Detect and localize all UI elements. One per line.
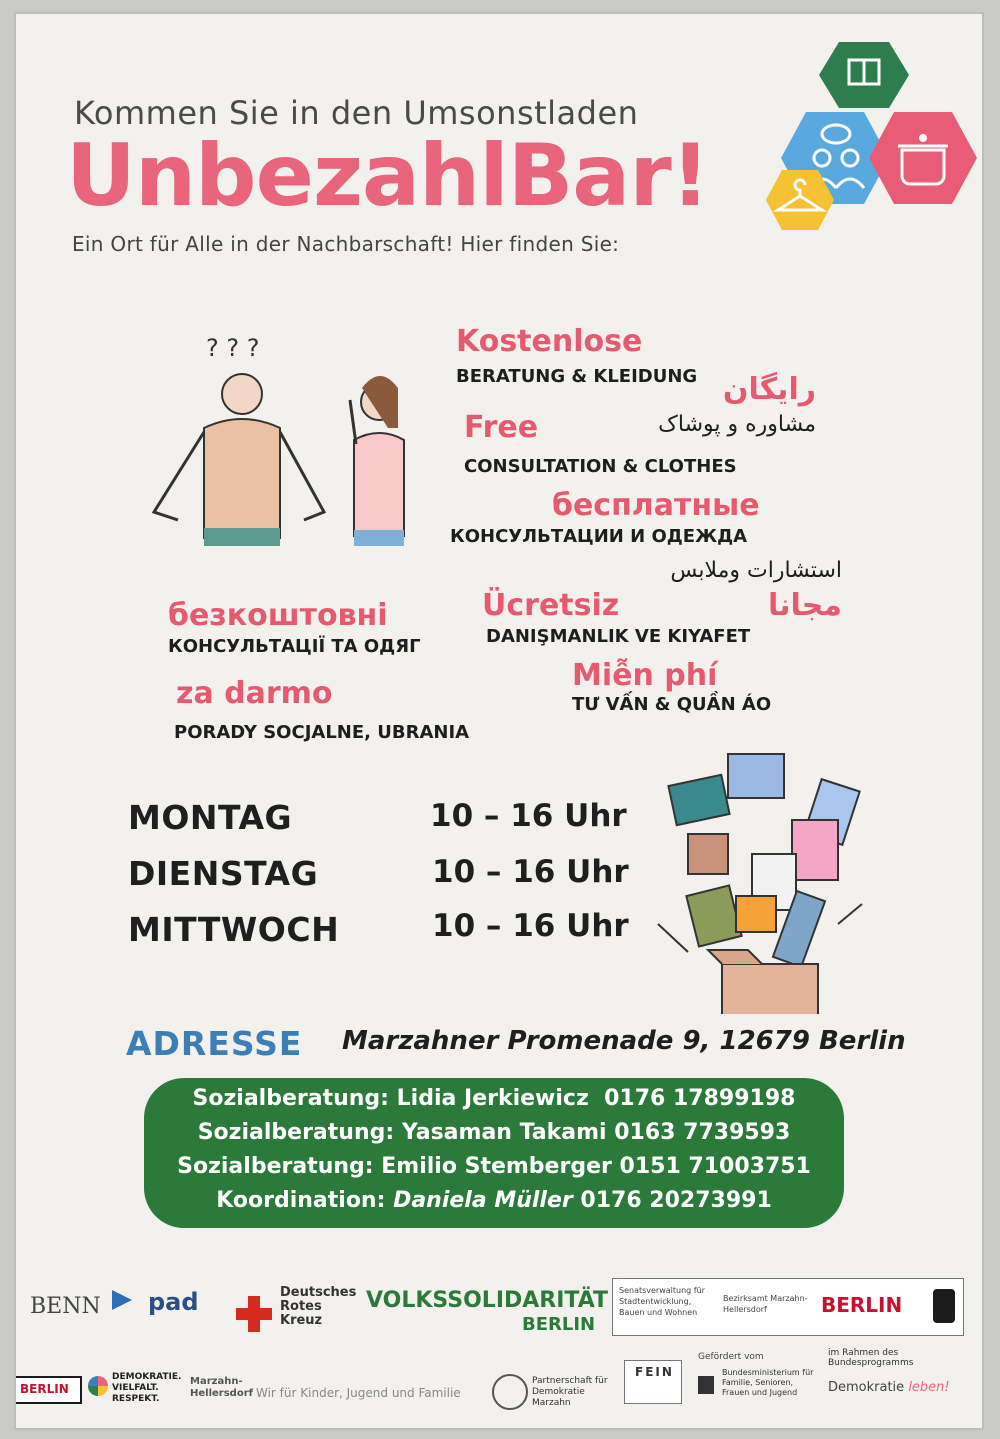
- volkssolidaritaet-berlin: BERLIN: [522, 1314, 596, 1335]
- offer-en-title: Free: [464, 410, 539, 445]
- bmfsfj-logo: Bundesministerium für Familie, Senioren, Frauen und Jugend: [722, 1368, 814, 1397]
- offer-ru-sub: КОНСУЛЬТАЦИИ И ОДЕЖДА: [450, 526, 748, 547]
- kinder-jugend-familie-logo: Wir für Kinder, Jugend und Familie: [256, 1386, 461, 1400]
- rahmen-label: im Rahmen des Bundesprogramms: [828, 1348, 914, 1368]
- berlin-small-badge: BERLIN: [14, 1376, 82, 1404]
- tagline: Ein Ort für Alle in der Nachbarschaft! Hier finden Sie:: [72, 232, 620, 256]
- offer-fa-sub: مشاوره و پوشاک: [658, 412, 816, 437]
- offer-vi-title: Miễn phí: [572, 658, 718, 693]
- offer-tr-sub: DANIŞMANLIK VE KIYAFET: [486, 626, 751, 647]
- hours-day-3: MITTWOCH: [128, 910, 340, 949]
- fein-logo: FEIN: [624, 1360, 682, 1404]
- svg-text:? ? ?: ? ? ?: [206, 334, 260, 362]
- hours-time-3: 10 – 16 Uhr: [432, 908, 629, 944]
- hexagon-icons: [764, 40, 984, 240]
- clothes-box-illustration: [652, 744, 872, 1014]
- federal-eagle-icon: [698, 1376, 714, 1394]
- contact-line-1: Sozialberatung: Lidia Jerkiewicz 0176 17899198: [192, 1086, 796, 1111]
- hours-day-1: MONTAG: [128, 798, 293, 837]
- brand-title: UnbezahlBar!: [66, 126, 709, 226]
- contact-line-4: Koordination: Daniela Müller 0176 20273991: [216, 1188, 772, 1213]
- partnerschaft-logo: Partnerschaft für Demokratie Marzahn: [532, 1376, 608, 1408]
- benn-logo: BENN: [30, 1294, 101, 1319]
- demokratie-vielfalt-logo: DEMOKRATIE. VIELFALT. RESPEKT.: [112, 1372, 182, 1404]
- volkssolidaritaet-logo: VOLKSSOLIDARITÄT: [366, 1288, 609, 1313]
- pad-arrow-icon: [112, 1290, 132, 1310]
- offer-fa-title: رایگان: [722, 372, 816, 407]
- senat-badge: Senatsverwaltung für Stadtentwicklung, Bauen und Wohnen Bezirksamt Marzahn-Hellersdorf BERLIN: [612, 1278, 964, 1336]
- partnerschaft-icon: [492, 1374, 528, 1410]
- berlin-bear-icon: [933, 1289, 955, 1323]
- offer-ar-sub: استشارات وملابس: [670, 558, 842, 583]
- poster: [14, 12, 984, 1430]
- contact-line-3: Sozialberatung: Emilio Stemberger 0151 71003751: [177, 1154, 811, 1179]
- offer-ru-title: бесплатные: [552, 488, 760, 523]
- offer-tr-title: Ücretsiz: [482, 588, 620, 623]
- intro-heading: Kommen Sie in den Umsonstladen: [74, 94, 639, 132]
- hours-time-1: 10 – 16 Uhr: [430, 798, 627, 834]
- book-icon: [819, 42, 909, 108]
- hours-day-2: DIENSTAG: [128, 854, 319, 893]
- gefoerdert-label: Gefördert vom: [698, 1352, 764, 1362]
- offer-de-title: Kostenlose: [456, 324, 643, 359]
- offer-uk-sub: КОНСУЛЬТАЦІЇ ТА ОДЯГ: [168, 636, 421, 657]
- confused-people-illustration: [134, 332, 444, 552]
- contact-box: [144, 1078, 844, 1228]
- offer-uk-title: безкоштовні: [168, 598, 388, 633]
- offer-pl-sub: PORADY SOCJALNE, UBRANIA: [174, 722, 470, 743]
- hours-time-2: 10 – 16 Uhr: [432, 854, 629, 890]
- offer-pl-title: za darmo: [176, 676, 333, 711]
- red-cross-icon: [236, 1296, 272, 1332]
- demokratie-leben-logo: Demokratie leben!: [828, 1380, 950, 1395]
- marzahn-logo: Marzahn-Hellersdorf: [190, 1376, 253, 1399]
- offer-ar-title: مجانا: [768, 588, 842, 623]
- offer-de-sub: BERATUNG & KLEIDUNG: [456, 366, 698, 387]
- offer-en-sub: CONSULTATION & CLOTHES: [464, 456, 737, 477]
- address-label: ADRESSE: [126, 1024, 303, 1063]
- pad-logo: pad: [148, 1288, 199, 1316]
- offer-vi-sub: TƯ VẤN & QUẦN ÁO: [572, 694, 772, 715]
- cooking-pot-icon: [869, 112, 977, 204]
- drk-logo: Deutsches Rotes Kreuz: [280, 1285, 357, 1328]
- contact-line-2: Sozialberatung: Yasaman Takami 0163 7739593: [197, 1120, 791, 1145]
- address-value: Marzahner Promenade 9, 12679 Berlin: [342, 1026, 906, 1056]
- demokratie-vielfalt-icon: [88, 1376, 108, 1396]
